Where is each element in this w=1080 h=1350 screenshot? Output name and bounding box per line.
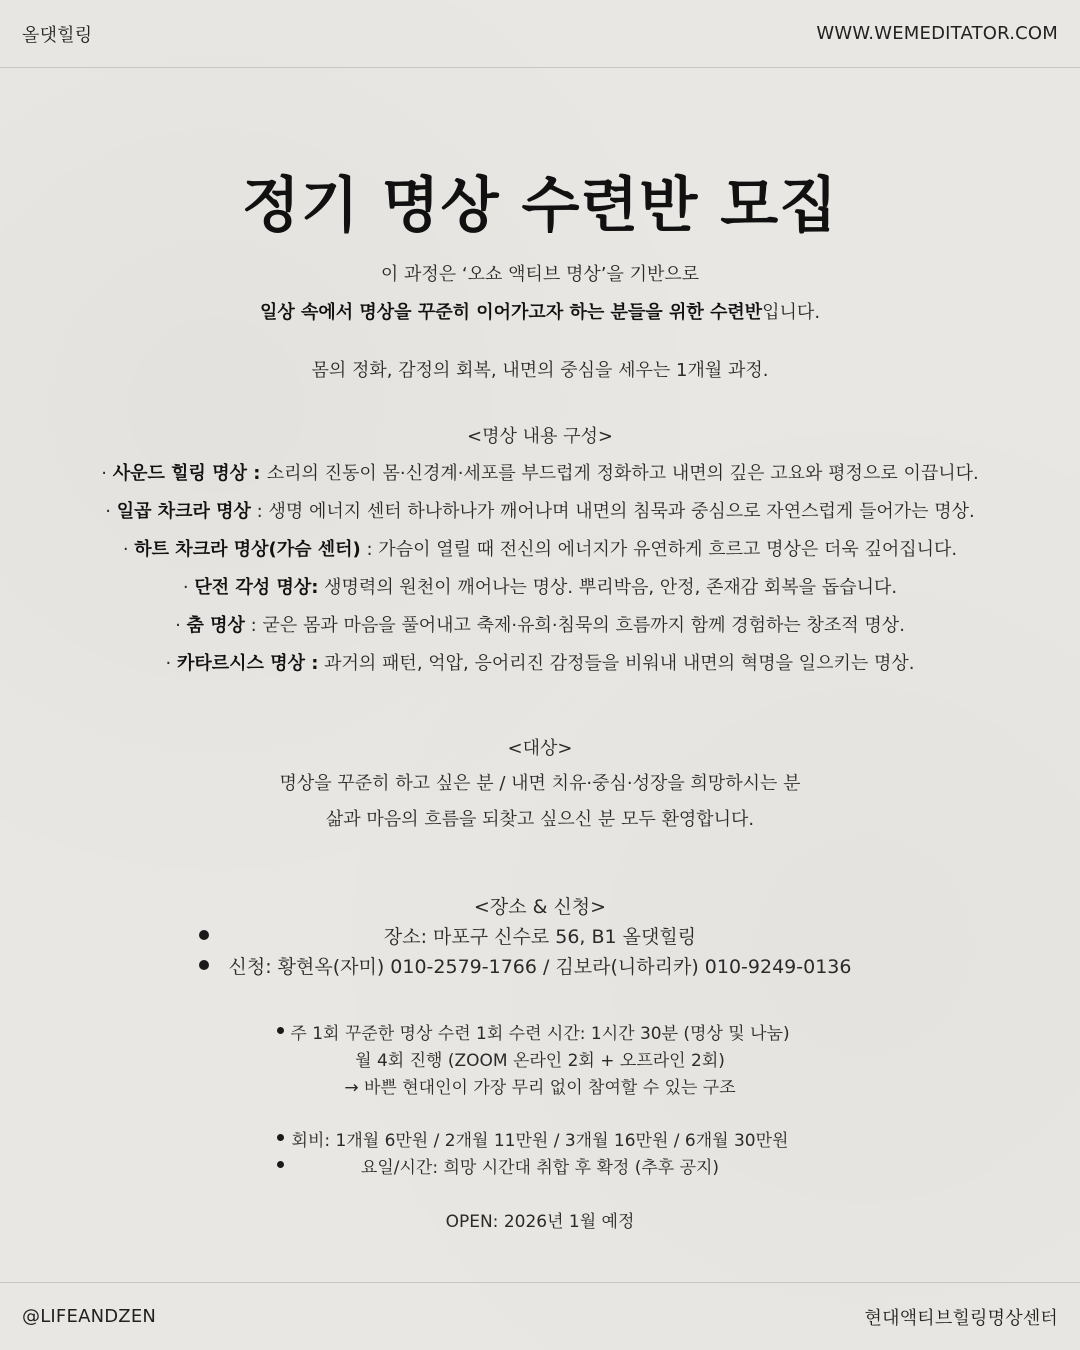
place-heading: <장소 & 신청> <box>473 896 607 918</box>
schedule-line-2: 월 4회 진행 (ZOOM 온라인 2회 + 오프라인 2회) <box>355 1051 725 1071</box>
content-item-desc: 과거의 패턴, 억압, 응어리진 감정들을 비워내 내면의 혁명을 일으키는 명상. <box>318 653 915 674</box>
content-item-name: 카타르시스 명상 : <box>176 653 319 674</box>
intro-line-2 <box>0 298 1080 324</box>
content-item-desc: : 굳은 몸과 마음을 풀어내고 축제·유희·침묵의 흐름까지 함께 경험하는 창조적 명상. <box>244 615 905 636</box>
open-date: OPEN: 2026년 1월 예정 <box>445 1212 635 1232</box>
target-line-1: 명상을 꾸준히 하고 싶은 분 / 내면 치유·중심·성장을 희망하시는 분 <box>279 773 801 794</box>
content-item-name: 하트 차크라 명상(가슴 센터) <box>134 539 361 560</box>
brand-name: 올댓힐링 <box>22 24 93 46</box>
content-item: · 하트 차크라 명상(가슴 센터) : 가슴이 열릴 때 전신의 에너지가 유연하게 흐르고 명상은 더욱 깊어집니다. <box>122 539 958 560</box>
fee-line: 회비: 1개월 6만원 / 2개월 11만원 / 3개월 16만원 / 6개월 30만원 <box>291 1131 789 1151</box>
content-item: · 일곱 차크라 명상 : 생명 에너지 센터 하나하나가 깨어나며 내면의 침묵과 중심으로 자연스럽게 들어가는 명상. <box>105 501 975 522</box>
target-line-2: 삶과 마음의 흐름을 되찾고 싶으신 분 모두 환영합니다. <box>325 809 755 830</box>
content-item-name: 사운드 힐링 명상 : <box>112 463 267 484</box>
schedule-line-1: 주 1회 꾸준한 명상 수련 1회 수련 시간: 1시간 30분 (명상 및 나눔) <box>290 1024 790 1044</box>
intro-line-2-bold: 일상 속에서 명상을 꾸준히 이어가고자 하는 분들을 위한 수련반 <box>259 302 763 323</box>
center-name: 현대액티브힐링명상센터 <box>864 1307 1058 1329</box>
content-item-desc: 생명력의 원천이 깨어나는 명상. 뿌리박음, 안정, 존재감 회복을 돕습니다. <box>318 577 898 598</box>
content-item: · 단전 각성 명상: 생명력의 원천이 깨어나는 명상. 뿌리박음, 안정, 존재감 회복을 돕습니다. <box>182 577 898 598</box>
footer-bar <box>0 1282 1080 1350</box>
intro-line-1: 이 과정은 ‘오쇼 액티브 명상’을 기반으로 <box>380 264 700 285</box>
place-location: 장소: 마포구 신수로 56, B1 올댓힐링 <box>383 926 697 948</box>
content-item-name: 일곱 차크라 명상 <box>116 501 251 522</box>
website-link[interactable]: WWW.WEMEDITATOR.COM <box>816 23 1058 44</box>
time-line: 요일/시간: 희망 시간대 취합 후 확정 (추후 공지) <box>360 1158 720 1178</box>
content-item: · 사운드 힐링 명상 : 소리의 진동이 몸·신경계·세포를 부드럽게 정화하고 내면의 깊은 고요와 평정으로 이끕니다. <box>101 463 979 484</box>
place-apply: 신청: 황현옥(자미) 010-2579-1766 / 김보라(니하리카) 010-9249-0136 <box>228 956 852 978</box>
schedule-line-3: → 바쁜 현대인이 가장 무리 없이 참여할 수 있는 구조 <box>344 1078 736 1098</box>
content-item-name: 춤 명상 <box>186 615 245 636</box>
content-item-name: 단전 각성 명상: <box>194 577 319 598</box>
content-item: · 카타르시스 명상 : 과거의 패턴, 억압, 응어리진 감정들을 비워내 내면의 혁명을 일으키는 명상. <box>165 653 915 674</box>
content-item: · 춤 명상 : 굳은 몸과 마음을 풀어내고 축제·유희·침묵의 흐름까지 함께 경험하는 창조적 명상. <box>175 615 905 636</box>
content-item-desc: : 생명 에너지 센터 하나하나가 깨어나며 내면의 침묵과 중심으로 자연스럽게 들어가는 명상. <box>250 501 975 522</box>
target-heading: <대상> <box>507 738 573 759</box>
social-handle[interactable]: @LIFEANDZEN <box>22 1306 157 1327</box>
content-item-desc: : 가슴이 열릴 때 전신의 에너지가 유연하게 흐르고 명상은 더욱 깊어집니다. <box>360 539 958 560</box>
header-bar <box>0 0 1080 68</box>
content-item-desc: 소리의 진동이 몸·신경계·세포를 부드럽게 정화하고 내면의 깊은 고요와 평정으로 이끕니다. <box>266 463 979 484</box>
intro-line-3: 몸의 정화, 감정의 회복, 내면의 중심을 세우는 1개월 과정. <box>311 360 769 381</box>
intro-line-2-rest: 입니다. <box>762 302 821 323</box>
contents-heading: <명상 내용 구성> <box>467 426 613 447</box>
page-title: 정기 명상 수련반 모집 <box>241 171 839 241</box>
